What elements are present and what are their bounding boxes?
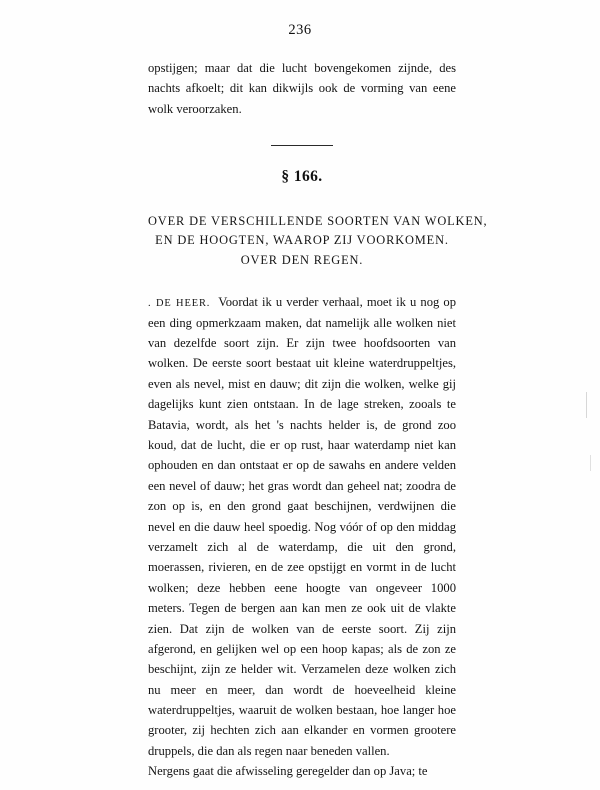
page-content (148, 58, 488, 782)
section-mark: § 166. (281, 168, 323, 186)
page-edge-mark-secondary (590, 455, 591, 471)
top-paragraph: opstijgen; maar dat die lucht bovengekomen zijnde, des nachts afkoelt; dit kan dikwijls ook de vorming van eene wolk veroorzaken. (148, 61, 456, 116)
final-paragraph: Nergens gaat die afwisseling geregelder dan op Java; te (148, 764, 428, 779)
body-block (148, 292, 456, 782)
page-number: 236 (288, 22, 312, 38)
section-divider (271, 145, 333, 146)
section-heading-line-2: EN DE HOOGTEN, WAAROP ZIJ VOORKOMEN. (155, 233, 449, 248)
page-edge-mark (586, 392, 587, 418)
main-paragraph (148, 292, 456, 761)
section-heading-line-3: OVER DEN REGEN. (240, 252, 364, 267)
section-heading-line-1: OVER DE VERSCHILLENDE SOORTEN VAN WOLKEN, (148, 214, 488, 229)
section-heading (148, 212, 488, 270)
main-paragraph-text: Voordat ik u verder verhaal, moet ik u nog op een ding opmerkzaam maken, dat namelijk alle wolken niet van dezelfde soort zijn. Er zijn twee hoofdsoorten van wolken. De eerste soort bestaat uit kleine waterdruppeltjes, even als nevel, mist en dauw; dit zijn die wolken, welke gij dagelijks kunt zien ontstaan. In de lage streken, zooals te Batavia, wordt, als het 's nachts helder is, de grond zoo koud, dat de lucht, die er op rust, haar waterdamp niet kan ophouden en dan ontstaat er op de sawahs en andere velden een nevel of dauw; het gras wordt dan geheel nat; zoodra de zon op is, en den grond gaat beschijnen, verdwijnen die nevel en die dauw heel spoedig. Nog vóór of op den middag verzamelt zich al de waterdamp, die uit den grond, moerassen, rivieren, en de zee opstijgt en vormt in de lucht wolken; deze hebben eene hoogte van ongeveer 1000 meters. Tegen de bergen aan kan men ze ook uit de vlakte zien. Dat zijn de wolken van de eerste soort. Zij zijn afgerond, en gelijken wel op een hoop kapas; als de zon ze beschijnt, zijn ze helder wit. Verzamelen deze wolken zich nu meer en meer, dan wordt de hoeveelheid kleine waterdruppeltjes, waaruit de wolken bestaan, hoe langer hoe grooter, zij hechten zich aan elkander en vormen grootere druppels, die dan als regen naar beneden vallen. (148, 294, 456, 758)
speaker-label: . DE HEER. (148, 297, 211, 309)
